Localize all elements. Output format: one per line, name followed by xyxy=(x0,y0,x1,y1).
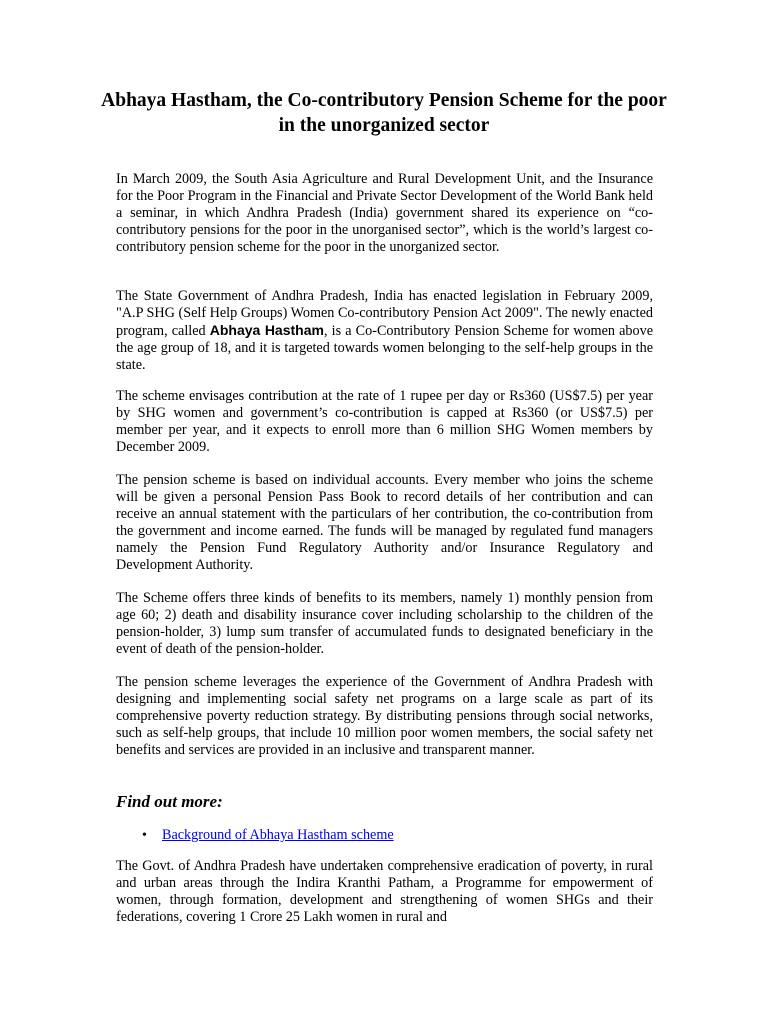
paragraph-seminar: In March 2009, the South Asia Agriculture and Rural Development Unit, and the Insurance for the Poor Program in the Financial and Private Sector Development of the World Bank held a seminar, in which Andhra Pradesh (India) government shared its experience on “co-contributory pensions for the poor in the unorganised sector”, which is the world’s largest co-contributory pension scheme for the poor in the unorganized sector. xyxy=(116,171,653,255)
bullet-icon: • xyxy=(142,828,147,843)
scheme-name-term: Abhaya Hastham xyxy=(209,321,324,338)
paragraph-benefits: The Scheme offers three kinds of benefits to its members, namely 1) monthly pension from age 60; 2) death and disability insurance cover including scholarship to the children of the pension-holder, 3) lump sum transfer of accumulated funds to designated beneficiary in the event of death of the pension-holder. xyxy=(116,590,653,657)
paragraph-legislation-end: , is a Co-Contributory Pension Scheme for women above the age group of 18, and it is targeted towards women belonging to the self-help groups in the state. xyxy=(116,322,653,373)
paragraph-individual-accounts: The pension scheme is based on individual accounts. Every member who joins the scheme will be given a personal Pension Pass Book to record details of her contribution and can receive an annual statement with the particulars of her contribution, the co-contribution from the government and income earned. The funds will be managed by regulated fund managers namely the Pension Fund Regulatory Authority and/or Insurance Regulatory and Development Authority. xyxy=(116,472,653,573)
paragraph-indira-kranthi: The Govt. of Andhra Pradesh have undertaken comprehensive eradication of poverty, in rural and urban areas through the Indira Kranthi Patham, a Programme for empowerment of women, through formation, development and strengthening of women SHGs and their federations, covering 1 Crore 25 Lakh women in rural and xyxy=(116,858,653,925)
paragraph-experience: The pension scheme leverages the experience of the Government of Andhra Pradesh with designing and implementing social safety net programs on a large scale as part of its comprehensive poverty reduction strategy. By distributing pensions through social networks, such as self-help groups, that include 10 million poor women members, the social safety net benefits and services are provided in an inclusive and transparent manner. xyxy=(116,674,653,758)
paragraph-contribution: The scheme envisages contribution at the rate of 1 rupee per day or Rs360 (US$7.5) per year by SHG women and government’s co-contribution is capped at Rs360 (or US$7.5) per member per year, and it expects to enroll more than 6 million SHG Women members by December 2009. xyxy=(116,388,653,455)
page-title: Abhaya Hastham, the Co-contributory Pension Scheme for the poor in the unorganized sector xyxy=(101,90,667,136)
find-out-more-heading: Find out more: xyxy=(116,792,223,811)
paragraph-legislation-start: The State Government of Andhra Pradesh, India has enacted legislation in February 2009, "A.P SHG (Self Help Groups) Women Co-contributory Pension Act 2009". The newly enacted program, called xyxy=(116,288,653,339)
background-scheme-link[interactable]: Background of Abhaya Hastham scheme xyxy=(162,827,394,843)
link-list-item xyxy=(142,827,394,844)
paragraph-legislation xyxy=(116,288,653,374)
